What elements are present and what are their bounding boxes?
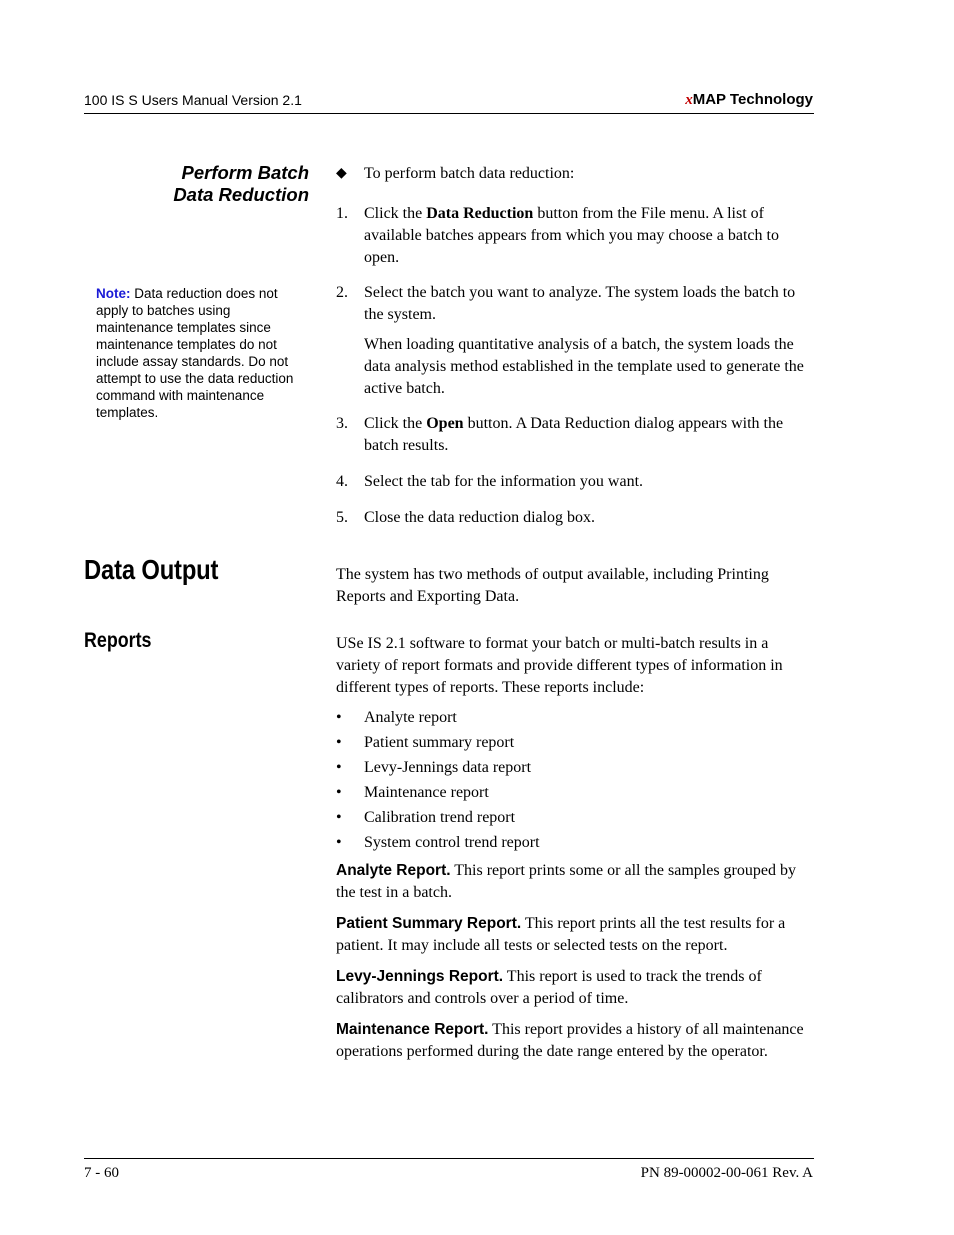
step-text-post: button from the File menu. A list of available batches appears from which you may choose a batch to open. <box>364 205 779 266</box>
step-text: Select the tab for the information you want. <box>364 473 644 490</box>
step-text-bold: Data Reduction <box>426 205 534 222</box>
reports-intro: USe IS 2.1 software to format your batch or multi-batch results in a variety of report formats and provide different types of information in different types of reports. These reports include: <box>336 635 783 696</box>
list-item: System control trend report <box>364 834 540 851</box>
side-heading <box>173 162 309 206</box>
running-header-title: 100 IS S Users Manual Version 2.1 <box>84 92 302 108</box>
report-description <box>336 860 816 904</box>
report-text: This report provides a history of all maintenance operations performed during the date range entered by the operator. <box>336 1021 804 1060</box>
step-text-pre: Click the <box>364 415 427 432</box>
step-number: 4. <box>336 473 348 490</box>
note-box <box>96 285 296 421</box>
bullet: • <box>336 709 342 726</box>
note-label: Note: <box>96 286 131 301</box>
step-text-bold: Open <box>426 415 464 432</box>
step-text: Close the data reduction dialog box. <box>364 509 596 526</box>
footer-rule <box>84 1158 814 1159</box>
step-text-pre: Click the <box>364 205 427 222</box>
part-number: PN 89-00002-00-061 Rev. A <box>640 1165 813 1181</box>
report-title: Patient Summary Report. <box>336 915 522 932</box>
bullet: • <box>336 784 342 801</box>
step-number: 5. <box>336 509 348 526</box>
list-item: Calibration trend report <box>364 809 516 826</box>
list-item: Levy-Jennings data report <box>364 759 532 776</box>
side-heading-line2: Data Reduction <box>173 184 309 205</box>
step-number: 3. <box>336 415 348 432</box>
report-description <box>336 1019 806 1063</box>
report-title: Levy-Jennings Report. <box>336 968 504 985</box>
bullet: • <box>336 734 342 751</box>
report-text: This report is used to track the trends of calibrators and controls over a period of time. <box>336 968 762 1007</box>
page-number: 7 - 60 <box>84 1165 119 1181</box>
list-item: Patient summary report <box>364 734 515 751</box>
brand-rest: MAP Technology <box>692 91 813 108</box>
step-text <box>364 203 814 269</box>
note-text: Data reduction does not apply to batches using maintenance templates since maintenance templates do not include assay standards. Do not attempt to use the data reduction command with maintenance templates. <box>96 286 294 420</box>
step-text-post: button. A Data Reduction dialog appears with the batch results. <box>364 415 784 454</box>
subsection-heading-reports: Reports <box>84 629 152 652</box>
bullet: • <box>336 834 342 851</box>
step-number: 2. <box>336 284 348 301</box>
side-heading-line1: Perform Batch <box>181 162 309 183</box>
step-number: 1. <box>336 205 348 222</box>
report-text: This report prints all the test results for a patient. It may include all tests or selected tests on the report. <box>336 915 786 954</box>
list-item: Analyte report <box>364 709 457 726</box>
step-text <box>364 413 814 457</box>
header-rule <box>84 113 814 114</box>
bullet: • <box>336 759 342 776</box>
bullet: • <box>336 809 342 826</box>
list-item: Maintenance report <box>364 784 489 801</box>
running-header-brand <box>685 91 813 109</box>
data-output-text: The system has two methods of output available, including Printing Reports and Exporting Data. <box>336 566 769 605</box>
procedure-intro: To perform batch data reduction: <box>364 165 575 182</box>
report-text: This report prints some or all the samples grouped by the test in a batch. <box>336 862 796 901</box>
report-title: Analyte Report. <box>336 862 451 879</box>
diamond-bullet-icon: ◆ <box>336 166 347 181</box>
report-description <box>336 913 816 957</box>
report-description <box>336 966 806 1010</box>
step-extra-text: When loading quantitative analysis of a batch, the system loads the data analysis method established in the template used to generate the active batch. <box>364 336 804 397</box>
brand-x: x <box>685 92 693 108</box>
section-heading-data-output: Data Output <box>84 554 219 585</box>
step-text: Select the batch you want to analyze. The system loads the batch to the system. <box>364 284 796 323</box>
report-title: Maintenance Report. <box>336 1021 489 1038</box>
